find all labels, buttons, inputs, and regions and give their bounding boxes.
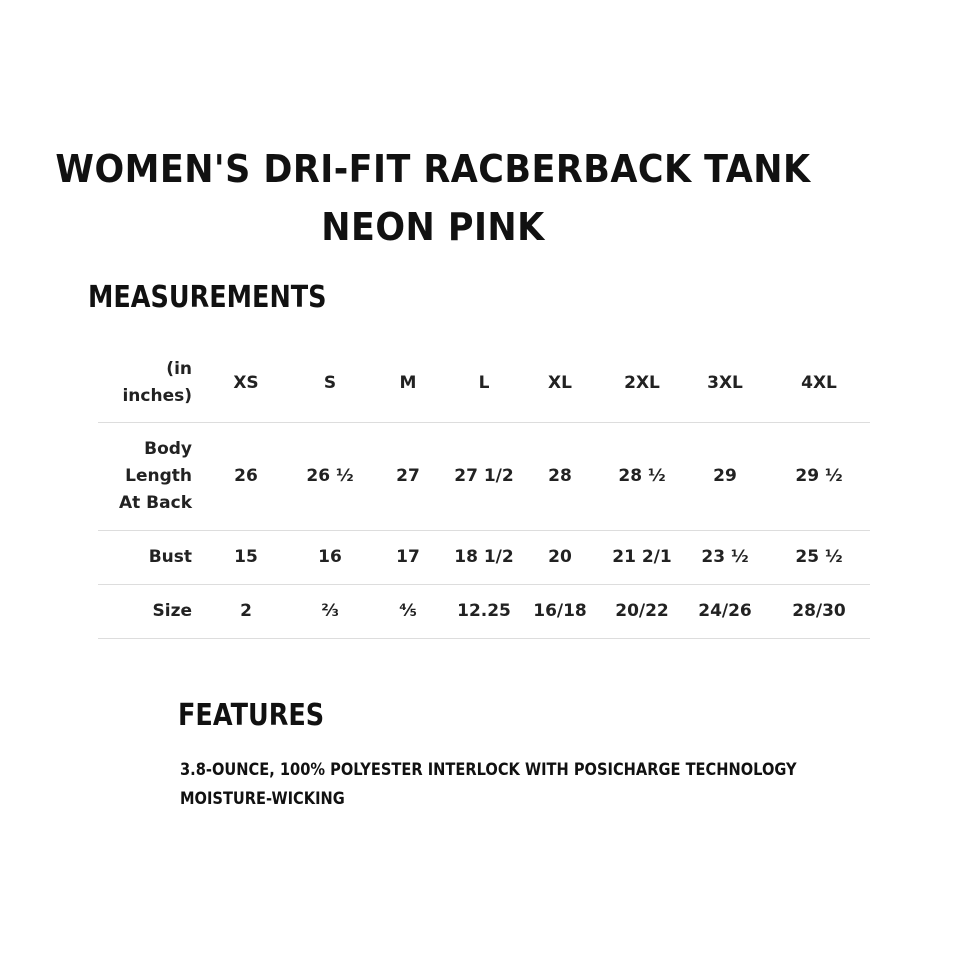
row-label: Body Length At Back (118, 438, 192, 513)
column-header-l: L (478, 373, 490, 394)
table-cell: 27 1/2 (454, 466, 514, 486)
table-cell: 29 ½ (795, 466, 843, 486)
measurements-heading: MEASUREMENTS (88, 280, 327, 315)
table-cell: 20/22 (615, 601, 669, 621)
column-header-xs: XS (233, 373, 259, 394)
table-cell: 12.25 (457, 601, 511, 621)
table-cell: 16/18 (533, 601, 587, 621)
feature-item: 3.8-OUNCE, 100% POLYESTER INTERLOCK WITH POSICHARGE TECHNOLOGY (180, 760, 797, 780)
table-cell: 28 ½ (618, 466, 666, 486)
table-row-body-length (98, 422, 870, 530)
table-cell: 24/26 (698, 601, 752, 621)
column-header-2xl: 2XL (624, 373, 660, 394)
table-cell: 16 (318, 547, 342, 567)
table-cell: 29 (713, 466, 737, 486)
table-cell: 18 1/2 (454, 547, 514, 567)
feature-item: MOISTURE-WICKING (180, 789, 345, 809)
table-row-bust (98, 530, 870, 584)
product-color: NEON PINK (321, 205, 545, 249)
features-heading: FEATURES (178, 698, 325, 733)
table-row-size (98, 584, 870, 638)
table-cell: 20 (548, 547, 572, 567)
table-cell: 2 (240, 601, 252, 621)
page-title (0, 140, 866, 256)
table-cell: 17 (396, 547, 420, 567)
row-label: Size (152, 600, 192, 621)
table-cell: 26 (234, 466, 258, 486)
column-header-3xl: 3XL (707, 373, 743, 394)
column-header-m: M (399, 373, 417, 394)
table-cell: 25 ½ (795, 547, 843, 567)
row-label: Bust (148, 546, 192, 567)
column-header-xl: XL (548, 373, 572, 394)
table-cell: ⅔ (321, 601, 339, 621)
table-cell: 15 (234, 547, 258, 567)
table-cell: 26 ½ (306, 466, 354, 486)
product-name: WOMEN'S DRI-FIT RACBERBACK TANK (55, 147, 811, 191)
table-header-row (98, 345, 870, 422)
table-cell: ⅘ (399, 601, 417, 621)
table-cell: 21 2/1 (612, 547, 672, 567)
column-header-4xl: 4XL (801, 373, 837, 394)
table-cell: 27 (396, 466, 420, 486)
table-cell: 23 ½ (701, 547, 749, 567)
table-cell: 28/30 (792, 601, 846, 621)
column-header-s: S (323, 373, 337, 394)
units-label: (in inches) (122, 359, 192, 407)
size-chart-table (98, 345, 870, 639)
table-cell: 28 (548, 466, 572, 486)
features-list (180, 756, 797, 814)
